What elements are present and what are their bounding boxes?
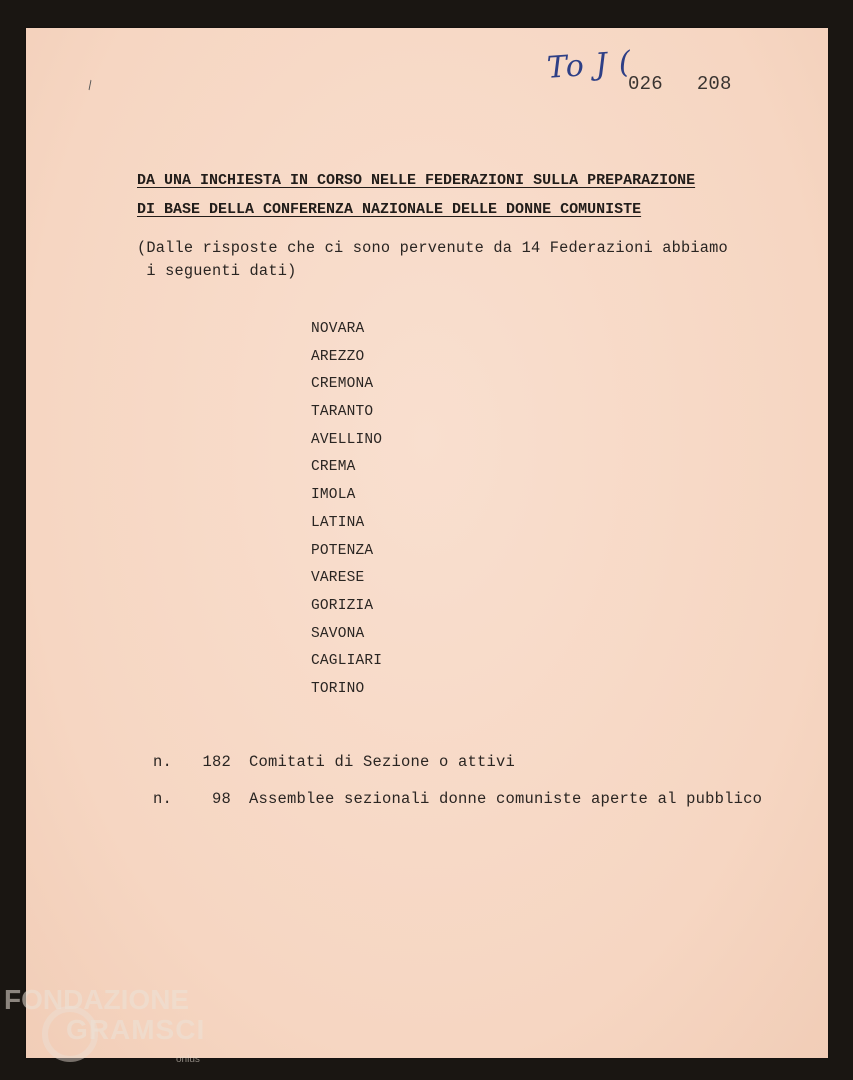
watermark-line-1: FONDAZIONE	[4, 984, 190, 1015]
list-item: IMOLA	[311, 487, 356, 504]
list-item: TORINO	[311, 680, 365, 697]
list-item: VARESE	[311, 570, 365, 587]
list-item: CREMONA	[311, 376, 374, 393]
intro-note	[137, 237, 728, 283]
stat-value: 182	[202, 753, 231, 771]
list-item: AREZZO	[311, 348, 365, 365]
stat-row-assemblies	[153, 790, 762, 808]
pencil-mark-icon: \	[81, 78, 97, 94]
stat-row-committees	[153, 753, 515, 771]
handwritten-note: To J (	[545, 45, 633, 86]
stat-prefix: n.	[153, 753, 173, 771]
document-number	[628, 73, 766, 95]
document-number-part1: 026	[628, 73, 663, 95]
list-item: POTENZA	[311, 542, 374, 559]
list-item: TARANTO	[311, 404, 374, 421]
stat-value: 98	[211, 790, 231, 808]
stat-prefix: n.	[153, 790, 173, 808]
list-item: SAVONA	[311, 625, 365, 642]
list-item: CAGLIARI	[311, 653, 383, 670]
list-item: NOVARA	[311, 321, 365, 337]
title-line-1: DA UNA INCHIESTA IN CORSO NELLE FEDERAZIONI SULLA PREPARAZIONE	[137, 172, 696, 189]
title-line-2: DI BASE DELLA CONFERENZA NAZIONALE DELLE DONNE COMUNISTE	[137, 201, 642, 218]
stat-label: Assemblee sezionali donne comuniste aperte al pubblico	[249, 790, 763, 808]
list-item: LATINA	[311, 514, 365, 531]
list-item: GORIZIA	[311, 597, 374, 614]
list-item: CREMA	[311, 459, 356, 476]
stat-label: Comitati di Sezione o attivi	[249, 753, 516, 771]
intro-line-1: (Dalle risposte che ci sono pervenute da 14 Federazioni abbiamo	[137, 239, 728, 257]
list-item: AVELLINO	[311, 431, 383, 448]
federation-list	[311, 321, 382, 709]
intro-line-2: i seguenti dati)	[137, 262, 297, 280]
watermark-line-3: onlus	[176, 1054, 200, 1065]
watermark-line-2: GRAMSCI	[66, 1014, 206, 1045]
document-number-part2: 208	[696, 73, 732, 95]
